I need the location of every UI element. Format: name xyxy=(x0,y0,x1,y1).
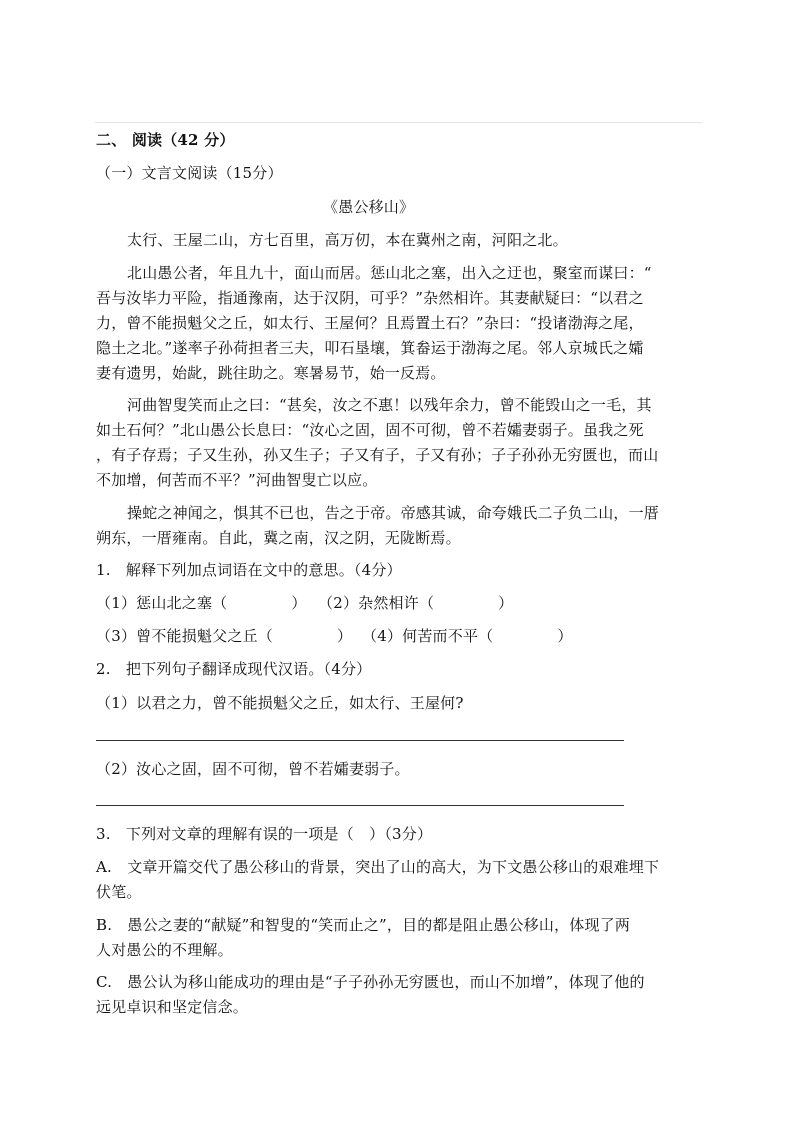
question-1-item-3 xyxy=(96,626,352,646)
article-title: 《愚公移山》 xyxy=(323,198,415,216)
item-text: （2）杂然相许（ xyxy=(318,594,435,612)
article-line: 操蛇之神闻之，惧其不已也，告之于帝。帝感其诚，命夸娥氏二子负二山，一厝 xyxy=(127,504,660,522)
article-line: 不加增，何苦而不平？”河曲智叟亡以应。 xyxy=(96,471,378,489)
question-3-option-a: A. 文章开篇交代了愚公移山的背景，突出了山的高大，为下文愚公移山的艰难埋下 xyxy=(96,858,660,876)
article-line: 北山愚公者，年且九十，面山而居。惩山北之塞，出入之迂也，聚室而谋曰：“ xyxy=(127,264,652,282)
article-line: 如土石何？”北山愚公长息曰：“汝心之固，固不可彻，曾不若孀妻弱子。虽我之死 xyxy=(96,421,644,439)
bracket-close: ） xyxy=(557,627,573,645)
header-divider xyxy=(95,122,702,123)
subsection-heading: （一）文言文阅读（15分） xyxy=(96,164,283,182)
answer-line-1[interactable] xyxy=(96,740,624,741)
article-line: 妻有遗男，始龀，跳往助之。寒暑易节，始一反焉。 xyxy=(96,364,446,382)
item-text: （3）曾不能损魁父之丘（ xyxy=(96,627,273,645)
question-2-stem: 2. 把下列句子翻译成现代汉语。（4分） xyxy=(96,660,372,678)
question-2-sentence-1: （1）以君之力，曾不能损魁父之丘，如太行、王屋何? xyxy=(96,694,464,712)
item-text: （4）何苦而不平（ xyxy=(362,627,494,645)
question-3-stem: 3. 下列对文章的理解有误的一项是（ ）（3分） xyxy=(96,825,433,843)
article-line: 力，曾不能损魁父之丘，如太行、王屋何？且焉置土石？”杂曰：“投诸渤海之尾， xyxy=(96,314,644,332)
question-3-option-c: C. 愚公认为移山能成功的理由是“子子孙孙无穷匮也，而山不加增”，体现了他的 xyxy=(96,973,645,991)
section-heading: 二、 阅读（42 分） xyxy=(96,131,235,149)
bracket-close: ） xyxy=(498,594,514,612)
article-line: 朔东，一厝雍南。自此，冀之南，汉之阴，无陇断焉。 xyxy=(96,529,461,547)
question-1-stem: 1. 解释下列加点词语在文中的意思。（4分） xyxy=(96,561,402,579)
article-line: 吾与汝毕力平险，指通豫南，达于汉阴，可乎？”杂然相许。其妻献疑曰：“以君之 xyxy=(96,289,644,307)
article-line: 河曲智叟笑而止之曰：“甚矣，汝之不惠！以残年余力，曾不能毁山之一毛，其 xyxy=(127,396,652,414)
question-3-option-a-cont: 伏笔。 xyxy=(96,883,142,901)
question-3-option-b-cont: 人对愚公的不理解。 xyxy=(96,941,233,959)
answer-line-2[interactable] xyxy=(96,805,624,806)
question-1-item-1 xyxy=(96,593,307,613)
question-1-item-2 xyxy=(318,593,513,613)
bracket-close: ） xyxy=(336,627,353,645)
item-text: （1）惩山北之塞（ xyxy=(96,594,228,612)
article-line: 隐土之北。”遂率子孙荷担者三夫，叩石垦壤，箕畚运于渤海之尾。邻人京城氏之孀 xyxy=(96,339,644,357)
bracket-close: ） xyxy=(291,594,307,612)
question-1-item-4 xyxy=(362,626,573,646)
article-line: 太行、王屋二山，方七百里，高万仞，本在冀州之南，河阳之北。 xyxy=(127,231,568,249)
question-2-sentence-2: （2）汝心之固，固不可彻，曾不若孀妻弱子。 xyxy=(96,760,410,778)
article-line: ，有子存焉；子又生孙，孙又生子；子又有子，子又有孙；子子孙孙无穷匮也，而山 xyxy=(96,446,659,464)
question-3-option-b: B. 愚公之妻的“献疑”和智叟的“笑而止之”，目的都是阻止愚公移山，体现了两 xyxy=(96,916,631,934)
question-3-option-c-cont: 远见卓识和坚定信念。 xyxy=(96,998,249,1016)
